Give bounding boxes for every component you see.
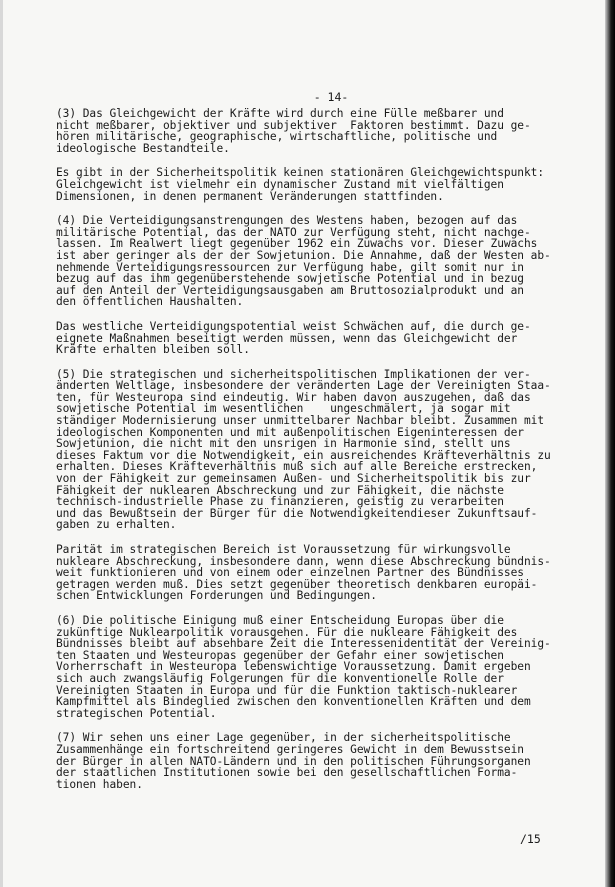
next-page-reference: /15 (520, 832, 541, 846)
paragraph-5: (5) Die strategischen und sicherheitspolitischen Implikationen der ver- änderten Weltlage, insbesondere der veränderten Lage der Vereinigten Staa- ten, für Westeuropa sind eindeutig. Wir haben davon auszugehen, daß das sowjetische Potential im wesentlichen ungeschmälert, ja sogar mit ständiger Modernisierung unser unmittelbarer Nachbar bleibt. Zusammen mit ideologischen Komponenten und mit außenpolitischen Eigeninteressen der Sowjetunion, die nicht mit den unsrigen in Harmonie sind, stellt uns dieses Faktum vor die Notwendigkeit, ein ausreichendes Kräfteverhältnis zu erhalten. Dieses Kräfteverhältnis muß sich auf alle Bereiche erstrecken, von der Fähigkeit zur gemeinsamen Außen- und Sicherheitspolitik bis zur Fähigkeit der nuklearen Abschreckung und zur Fähigkeit, die nächste technisch-industrielle Phase zu finanzieren, geistig zu verarbeiten und das Bewußtsein der Bürger für die Notwendigkeitendieser Zukunftsauf- gaben zu erhalten. (56, 367, 551, 532)
paragraph-3-continued: Es gibt in der Sicherheitspolitik keinen stationären Gleichgewichtspunkt: Gleichgewicht ist vielmehr ein dynamischer Zustand mit vielfältigen Dimensionen, in denen permanent Veränderungen stattfinden. (56, 166, 545, 203)
paragraph-6: (6) Die politische Einigung muß einer Entscheidung Europas über die zukünftige Nuklearpolitik vorausgehen. Für die nukleare Fähigkeit des Bündnisses bleibt auf absehbare Zeit die Interessenidentität der Vereinig- ten Staaten und Westeuropas gegenüber der Gefahr einer sowjetischen Vorherrschaft in Westeuropa lebenswichtige Voraussetzung. Damit ergeben sich auch zwangsläufig Folgerungen für die konventionelle Rolle der Vereinigten Staaten in Europa und für die Funktion taktisch-nuklearer Kampfmittel als Bindeglied zwischen den konventionellen Kräften und dem strategischen Potential. (56, 613, 551, 720)
paragraph-3: (3) Das Gleichgewicht der Kräfte wird durch eine Fülle meßbarer und nicht meßbarer, objektiver und subjektiver Faktoren bestimmt. Dazu ge- hören militärische, geographische, wirtschaftliche, politische und ideologische Bestandteile. (56, 107, 531, 155)
paragraph-5-continued: Parität im strategischen Bereich ist Voraussetzung für wirkungsvolle nukleare Abschreckung, insbesondere dann, wenn diese Abschreckung bündnis- weit funktionieren und von einem oder einzelnen Partner des Bündnisses getragen werden muß. Dies setzt gegenüber theoretisch denkbaren europäi- schen Entwicklungen Forderungen und Bedingungen. (56, 543, 551, 603)
document-body (56, 90, 596, 803)
paragraph-7: (7) Wir sehen uns einer Lage gegenüber, in der sicherheitspolitische Zusammenhänge ein fortschreitend geringeres Gewicht in dem Bewusstsein der Bürger in allen NATO-Ländern und in den politischen Führungsorganen der staatlichen Institutionen sowie bei den gesellschaftlichen Forma- tionen haben. (56, 731, 531, 791)
paragraph-4: (4) Die Verteidigungsanstrengungen des Westens haben, bezogen auf das militärische Potential, das der NATO zur Verfügung steht, nicht nachge- lassen. Im Realwert liegt gegenüber 1962 ein Zuwachs vor. Dieser Zuwachs ist aber geringer als der der Sowjetunion. Die Annahme, daß der Westen ab- nehmende Verteidigungsressourcen zur Verfügung habe, gilt somit nur in bezug auf das ihm gegenüberstehende sowjetische Potential und in bezug auf den Anteil der Verteidigungsausgaben am Bruttosozialprodukt und an den öffentlichen Haushalten. (56, 214, 551, 309)
page-number: - 14- (313, 90, 349, 104)
page-right-edge-shadow (605, 0, 615, 887)
paragraph-4-continued: Das westliche Verteidigungspotential weist Schwächen auf, die durch ge- eignete Maßnahmen beseitigt werden müssen, wenn das Gleichgewicht der Kräfte erhalten bleiben soll. (56, 319, 531, 357)
page-left-edge (0, 0, 3, 887)
